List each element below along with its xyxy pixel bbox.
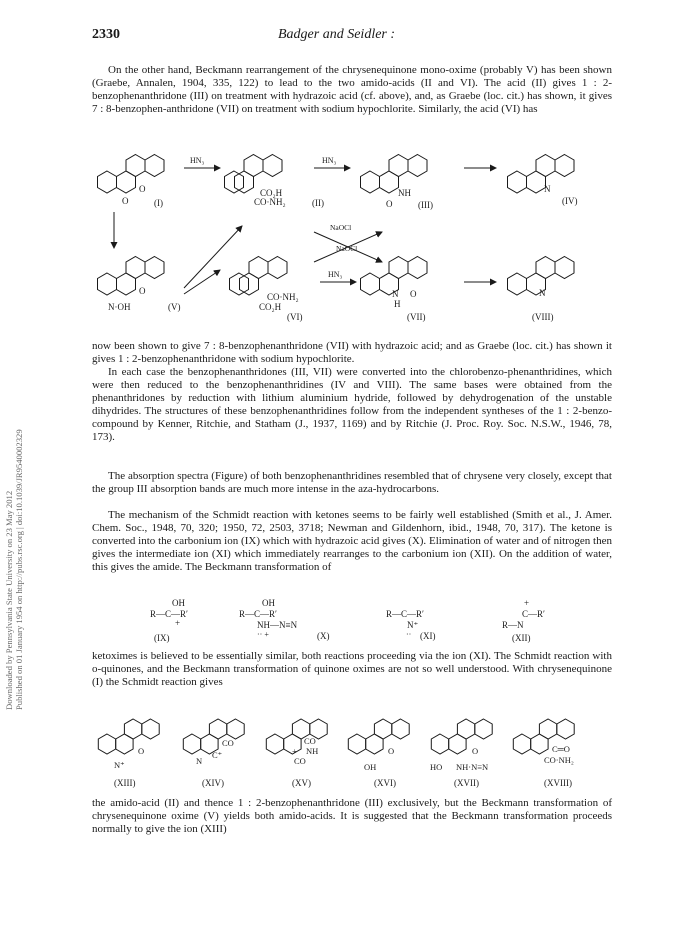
intermediate-X (239, 598, 330, 641)
compound-label: (VII) (407, 312, 426, 322)
paragraph-6: ketoximes is believed to be essentially similar, both reactions proceeding via the ion (XI). The Schmidt reaction with o-quinones, and the Beckmann transformation of quinone oximes are not so well understood. With chrysenequinone (I) the Schmidt reaction gives (92, 650, 612, 688)
reaction-scheme-3 (92, 694, 612, 794)
atom-label: OH (364, 762, 377, 772)
structure-VI (230, 257, 288, 296)
paragraph-2: now been shown to give 7 : 8-benzophenanthridone (VII) with hydrazoic acid; and as Graebe (loc. cit.) has shown it gives 1 : 2-benzophenanthridone with sodium hypochlorite. (92, 340, 612, 365)
atom-label: C⁺ (212, 750, 223, 760)
compound-label: (I) (154, 198, 163, 208)
page-number: 2330 (92, 27, 120, 42)
atom-label: N (539, 288, 546, 298)
atom-label: HO (430, 762, 443, 772)
atom-label: N·OH (108, 302, 131, 312)
atom-label: CO·NH₂ (544, 755, 574, 765)
svg-text:·· +: ·· + (257, 630, 269, 639)
svg-text:C—R′: C—R′ (522, 609, 545, 619)
compound-label: (IV) (562, 196, 578, 206)
arrow-v-ii (184, 226, 242, 288)
atom-label: CO₂H (259, 302, 282, 312)
paragraph-4: The absorption spectra (Figure) of both benzophenanthridines resembled that of chrysene very closely, except that the group III absorption bands are much more intense in the aza-hydrocarbons. (92, 470, 612, 495)
reaction-scheme-1 (92, 144, 612, 338)
atom-label: N (196, 756, 203, 766)
reagent-naocl: NaOCl (330, 223, 352, 232)
compound-label: (XVII) (454, 778, 479, 788)
structure-IV (508, 155, 575, 194)
svg-text:NH—N≡N: NH—N≡N (257, 620, 298, 630)
compound-label: (XVIII) (544, 778, 572, 788)
structure-XVII (431, 719, 492, 754)
paragraph-3: In each case the benzophenanthridones (III, VII) were converted into the chlorobenzo-phenanthridines, which were then reduced to the benzophenanthridines (IV and VIII). The same bases were obtained from the phenanthridones by reduction with lithium aluminium hydride, followed by dehydrogenation of the unstable dihydrides. The structures of these benzophenanthridines follow from the independent syntheses of the 1 : 2-benzo-compound by Kenner, Ritchie, and Statham (J., 1937, 1169) and by Ritchie (J. Proc. Roy. Soc. N.S.W., 1946, 78, 173). (92, 366, 612, 443)
reagent-hn3: HN₃ (322, 156, 337, 165)
paragraph-5: The mechanism of the Schmidt reaction with ketones seems to be fairly well established (Smith et al., J. Amer. Chem. Soc., 1948, 70, 320; 1950, 72, 2503, 3718; Newman and Gildenhorn, ibid., 1948, 70, 317). The ketone is converted into the carbonium ion (IX) which with hydrazoic acid gives (X). Elimination of water and of nitrogen then gives the intermediate ion (XI) which immediately rearranges to the carbonium ion (XII). On the addition of water, this gives the amide. The Beckmann transformation of (92, 509, 612, 573)
atom-label: CO (304, 736, 316, 746)
svg-text:OH: OH (262, 598, 275, 608)
svg-text:R—C—R′: R—C—R′ (239, 609, 277, 619)
svg-text:R—C—R′: R—C—R′ (386, 609, 424, 619)
compound-label: (XIII) (114, 778, 136, 788)
atom-label: CO₂H (260, 188, 283, 198)
reagent-hn3: HN₃ (190, 156, 205, 165)
svg-text:+: + (175, 618, 181, 628)
structure-I (98, 155, 165, 194)
svg-text:(X): (X) (317, 631, 330, 641)
atom-label: NH·N≡N (456, 762, 489, 772)
compound-label: (XIV) (202, 778, 224, 788)
atom-label: C═O (552, 744, 570, 754)
svg-text:··: ·· (406, 630, 412, 639)
atom-label: O (122, 196, 129, 206)
svg-text:R—C—R′: R—C—R′ (150, 609, 188, 619)
ion-IX (150, 598, 188, 643)
atom-label: O (472, 746, 479, 756)
structure-V (98, 257, 165, 296)
atom-label: O (388, 746, 395, 756)
structure-XIII (98, 719, 159, 754)
atom-label: NH (306, 746, 319, 756)
compound-label: (III) (418, 200, 433, 210)
publication-notice: Published on 01 January 1954 on http://pubs.rsc.org | doi:10.1039/JR9540002329 (14, 429, 24, 710)
svg-text:OH: OH (172, 598, 185, 608)
structure-XVI (348, 719, 409, 754)
svg-text:(IX): (IX) (154, 633, 170, 643)
svg-text:N⁺: N⁺ (407, 620, 419, 630)
atom-label: CO (294, 756, 306, 766)
structure-III (361, 155, 428, 194)
svg-text:(XI): (XI) (420, 631, 436, 641)
atom-label: CO·NH₂ (254, 197, 286, 207)
page-header (92, 27, 612, 45)
atom-label: CO (222, 738, 234, 748)
ion-XI (386, 609, 436, 641)
atom-label: O (138, 746, 145, 756)
svg-text:+: + (524, 598, 530, 608)
svg-text:(XII): (XII) (512, 633, 531, 643)
paragraph-7: the amido-acid (II) and thence 1 : 2-benzophenanthridone (III) exclusively, but the Beckmann transformation of chrysenequinone oxime (V) yields both amido-acids. It is suggested that the Beckmann transformation proceeds normally to give the ion (XIII) (92, 797, 612, 835)
atom-label: O (139, 286, 146, 296)
compound-label: (VIII) (532, 312, 554, 322)
ion-XII (502, 598, 545, 643)
reaction-scheme-2 (92, 596, 612, 646)
compound-label: (II) (312, 198, 324, 208)
compound-label: (VI) (287, 312, 303, 322)
atom-label: N⁺ (114, 760, 125, 770)
compound-label: (XV) (292, 778, 311, 788)
svg-text:R—N: R—N (502, 620, 524, 630)
atom-label: N (544, 184, 551, 194)
compound-label: (V) (168, 302, 181, 312)
paragraph-1: On the other hand, Beckmann rearrangement of the chrysenequinone mono-oxime (probably V) has been shown (Graebe, Annalen, 1904, 335, 122) to lead to the two amido-acids (II and VI). The acid (II) gives 1 : 2-benzophenanthridone (III) on treatment with hydrazoic acid (cf. above), and, as Graebe (loc. cit.) has shown, it gives 7 : 8-benzophen-anthridone (VII) on treatment with sodium hypochlorite. Similarly, the acid (VI) has (92, 64, 612, 115)
download-notice: Downloaded by Pennsylvania State University on 23 May 2012 (4, 490, 14, 710)
atom-label: NH (398, 188, 411, 198)
reagent-hn3: HN₃ (328, 270, 343, 279)
download-watermark (3, 110, 25, 710)
compound-label: (XVI) (374, 778, 396, 788)
running-head: Badger and Seidler : (278, 27, 396, 42)
atom-label: H (394, 299, 401, 309)
atom-label: O (139, 184, 146, 194)
atom-label: O (386, 199, 393, 209)
structure-XIV (183, 719, 244, 754)
atom-label: + (292, 747, 297, 756)
atom-label: CO·NH₂ (267, 292, 299, 302)
atom-label: N (392, 289, 399, 299)
atom-label: O (410, 289, 417, 299)
reagent-naocl: NaOCl (336, 244, 358, 253)
